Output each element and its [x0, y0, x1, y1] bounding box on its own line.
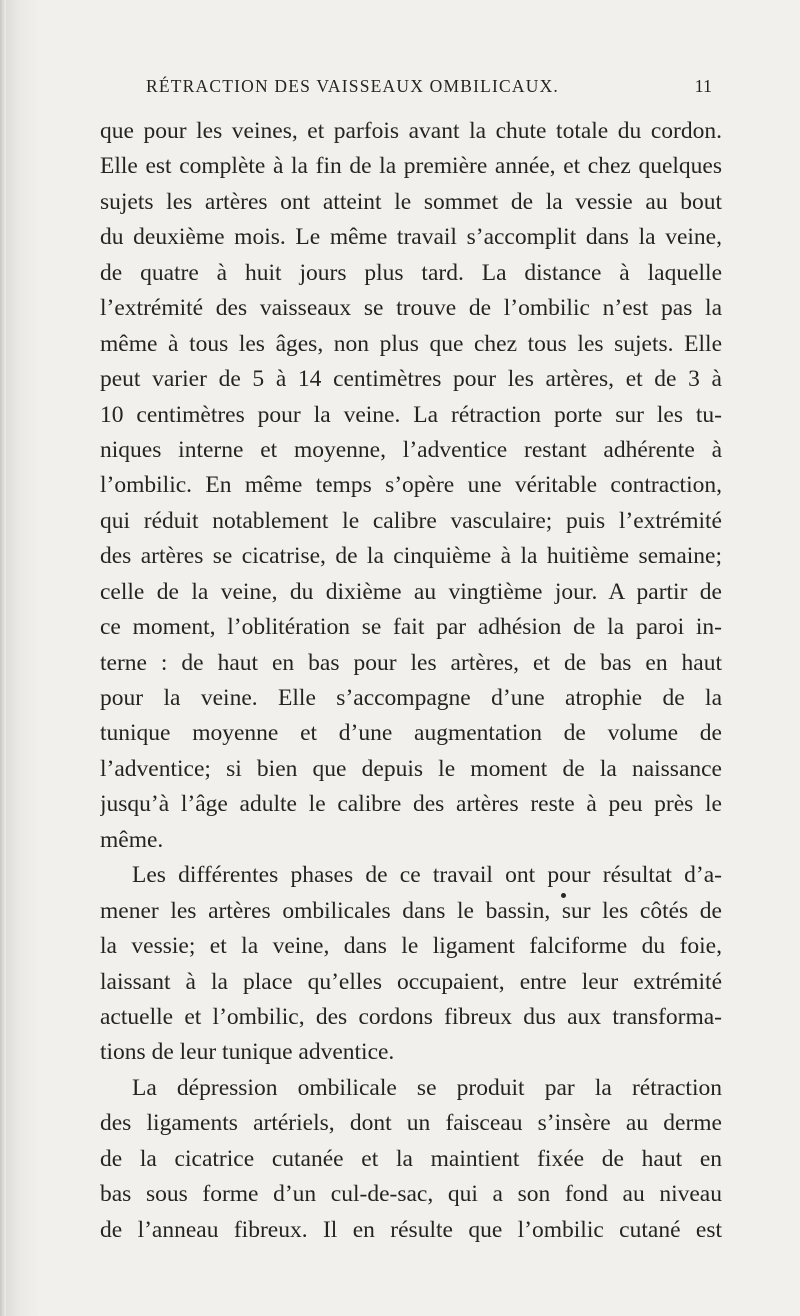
text-line: terne : de haut en bas pour les artères, et de bas en haut: [100, 649, 722, 676]
text-line: pour la veine. Elle s’accompagne d’une atrophie de la: [100, 685, 722, 711]
text-line: l’extrémité des vaisseaux se trouve de l’ombilic n’est pas la: [100, 295, 722, 322]
page-header: [120, 76, 712, 106]
text-line: tunique moyenne et d’une augmentation de volume de: [100, 720, 722, 747]
text-line: des ligaments artériels, dont un faisceau s’insère au derme: [100, 1110, 722, 1137]
text-line: actuelle et l’ombilic, des cordons fibreux dus aux transforma-: [100, 1003, 722, 1030]
text-line: même.: [100, 826, 164, 853]
text-line: tions de leur tunique adventice.: [100, 1039, 395, 1066]
text-line: même à tous les âges, non plus que chez tous les sujets. Elle: [100, 330, 722, 357]
text-line: ce moment, l’oblitération se fait par adhésion de la paroi in-: [100, 614, 722, 641]
text-line: de la cicatrice cutanée et la maintient fixée de haut en: [100, 1145, 722, 1172]
text-line: niques interne et moyenne, l’adventice restant adhérente à: [100, 436, 722, 463]
page-number: 11: [694, 76, 712, 96]
text-line: de l’anneau fibreux. Il en résulte que l’ombilic cutané est: [100, 1216, 722, 1243]
ink-speck: [561, 893, 566, 898]
text-line: laissant à la place qu’elles occupaient, entre leur extrémité: [100, 968, 722, 995]
text-line: Les différentes phases de ce travail ont pour résultat d’a-: [132, 862, 722, 889]
text-line: que pour les veines, et parfois avant la chute totale du cordon.: [100, 118, 722, 144]
text-line: celle de la veine, du dixième au vingtième jour. A partir de: [100, 578, 722, 605]
paragraph-3: [100, 1071, 722, 1248]
text-line: 10 centimètres pour la veine. La rétraction porte sur les tu-: [100, 401, 722, 428]
page-gutter-shadow: [0, 0, 6, 1316]
text-line: l’adventice; si bien que depuis le moment de la naissance: [100, 755, 722, 782]
text-line: mener les artères ombilicales dans le bassin, sur les côtés de: [100, 897, 722, 924]
text-line: sujets les artères ont atteint le sommet de la vessie au bout: [100, 188, 722, 215]
text-line: du deuxième mois. Le même travail s’accomplit dans la veine,: [100, 224, 722, 251]
body-text: [100, 114, 722, 1248]
running-head: RÉTRACTION DES VAISSEAUX OMBILICAUX.: [146, 76, 559, 96]
text-line: de quatre à huit jours plus tard. La distance à laquelle: [100, 259, 722, 286]
text-line: La dépression ombilicale se produit par la rétraction: [132, 1074, 722, 1101]
text-line: jusqu’à l’âge adulte le calibre des artères reste à peu près le: [100, 791, 722, 818]
text-line: des artères se cicatrise, de la cinquième à la huitième semaine;: [100, 543, 722, 570]
paragraph-2: [100, 858, 722, 1071]
text-line: Elle est complète à la fin de la première année, et chez quelques: [100, 153, 722, 180]
text-line: peut varier de 5 à 14 centimètres pour les artères, et de 3 à: [100, 366, 722, 393]
text-line: bas sous forme d’un cul-de-sac, qui a son fond au niveau: [100, 1181, 722, 1208]
text-line: l’ombilic. En même temps s’opère une véritable contraction,: [100, 472, 722, 499]
text-line: qui réduit notablement le calibre vasculaire; puis l’extrémité: [100, 507, 722, 534]
paragraph-1: [100, 114, 722, 858]
text-line: la vessie; et la veine, dans le ligament falciforme du foie,: [100, 933, 722, 960]
